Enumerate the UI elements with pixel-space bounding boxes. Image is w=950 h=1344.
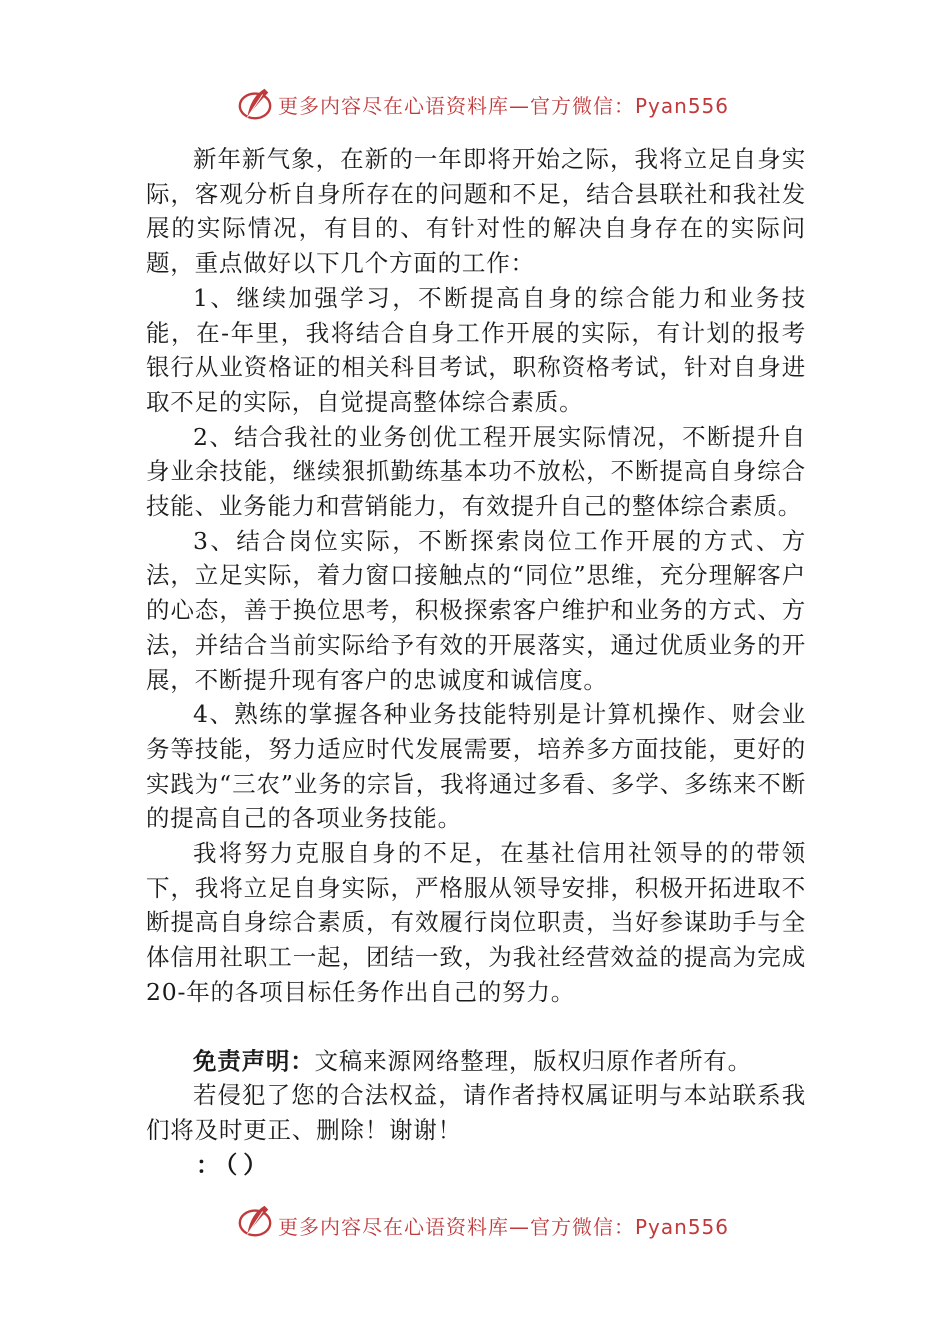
disclaimer-label: 免责声明： bbox=[193, 1046, 315, 1075]
paragraph-item-3: 3、结合岗位实际，不断探索岗位工作开展的方式、方法，立足实际，着力窗口接触点的“同位”思维，充分理解客户的心态，善于换位思考，积极探索客户维护和业务的方式、方法，并结合当前实际给予有效的开展落实，通过优质业务的开展，不断提升现有客户的忠诚度和诚信度。 bbox=[146, 526, 806, 694]
disclaimer-contact: 若侵犯了您的合法权益，请作者持权属证明与本站联系我们将及时更正、删除！谢谢！ bbox=[146, 1081, 806, 1144]
footer-watermark-clip bbox=[236, 1206, 729, 1240]
header-watermark-text: 更多内容尽在心语资料库—官方微信：Pyan556 bbox=[278, 93, 730, 118]
spacer bbox=[146, 1010, 806, 1044]
paragraph-conclusion: 我将努力克服自身的不足，在基社信用社领导的的带领下，我将立足自身实际，严格服从领导安排，积极开拓进取不断提高自身综合素质，有效履行岗位职责，当好参谋助手与全体信用社职工一起，团结一致，为我社经营效益的提高为完成20-年的各项目标任务作出自己的努力。 bbox=[146, 839, 806, 1006]
paragraph-item-4: 4、熟练的掌握各种业务技能特别是计算机操作、财会业务等技能，努力适应时代发展需要，培养多方面技能，更好的实践为“三农”业务的宗旨，我将通过多看、多学、多练来不断的提高自己的各项业务技能。 bbox=[146, 700, 806, 833]
disclaimer-line bbox=[146, 1044, 806, 1079]
paragraph-item-1: 1、继续加强学习，不断提高自身的综合能力和业务技能，在-年里，我将结合自身工作开展的实际，有计划的报考银行从业资格证的相关科目考试，职称资格考试，针对自身进取不足的实际，自觉提高整体综合素质。 bbox=[146, 283, 806, 416]
paragraph-intro: 新年新气象，在新的一年即将开始之际，我将立足自身实际，客观分析自身所存在的问题和不足，结合县联社和我社发展的实际情况，有目的、有针对性的解决自身存在的实际问题，重点做好以下几个方面的工作： bbox=[146, 145, 806, 278]
disclaimer-text: 文稿来源网络整理，版权归原作者所有。 bbox=[314, 1046, 752, 1075]
feather-pen-logo-icon bbox=[236, 85, 274, 123]
footer-watermark bbox=[236, 1203, 729, 1243]
feather-pen-logo-icon bbox=[236, 1206, 274, 1240]
paragraph-item-2: 2、结合我社的业务创优工程开展实际情况，不断提升自身业余技能，继续狠抓勤练基本功不放松，不断提高自身综合技能、业务能力和营销能力，有效提升自己的整体综合素质。 bbox=[146, 422, 806, 521]
document-body bbox=[146, 142, 806, 1182]
header-watermark bbox=[236, 84, 729, 124]
disclaimer-empty-parens: ：（） bbox=[196, 1150, 273, 1179]
footer-watermark-text: 更多内容尽在心语资料库—官方微信：Pyan556 bbox=[278, 1215, 730, 1239]
